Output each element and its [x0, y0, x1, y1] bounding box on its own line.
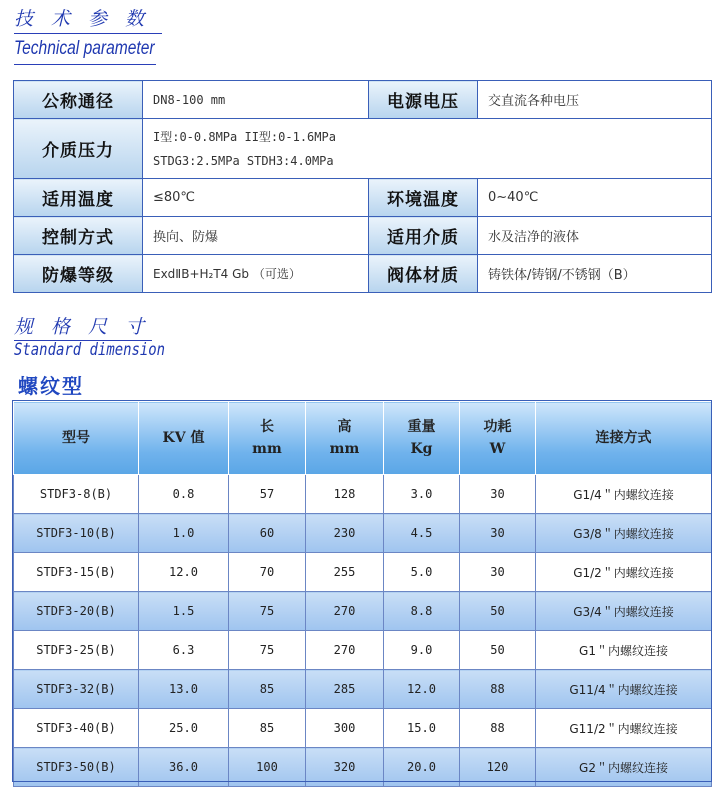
header-label: 型号	[62, 430, 90, 446]
header-label: 重量	[407, 419, 436, 435]
cell-col-length: 75	[229, 631, 306, 670]
cell-col-weight: 12.0	[384, 670, 460, 709]
header-unit: W	[489, 441, 506, 457]
spec-label-body-material: 阀体材质	[369, 255, 478, 293]
header-col-height	[306, 402, 384, 475]
cell-col-model: STDF3-15(B)	[14, 553, 139, 592]
header-col-connection	[536, 402, 712, 475]
cell-col-height: 230	[306, 514, 384, 553]
cell-col-length: 57	[229, 475, 306, 514]
cell-col-height: 285	[306, 670, 384, 709]
tech-title-en: Technical parameter	[14, 38, 155, 59]
model-table-header	[14, 402, 712, 475]
cell-col-model: STDF3-20(B)	[14, 592, 139, 631]
cell-col-power: 50	[460, 592, 536, 631]
spec-label-medium-pressure: 介质压力	[14, 119, 143, 179]
table-row	[14, 475, 712, 514]
cell-col-connection: G1/2＂内螺纹连接	[536, 553, 712, 592]
cell-col-height: 255	[306, 553, 384, 592]
spec-value-control-mode: 换向、防爆	[143, 217, 369, 255]
cell-col-power: 30	[460, 553, 536, 592]
header-col-weight	[384, 402, 460, 475]
header-label: 功耗	[483, 419, 512, 435]
cell-col-power: 30	[460, 475, 536, 514]
table-row	[14, 631, 712, 670]
cell-col-weight: 15.0	[384, 709, 460, 748]
cell-col-kv: 1.0	[139, 514, 229, 553]
cell-col-length: 85	[229, 670, 306, 709]
cell-col-connection: G3/8＂内螺纹连接	[536, 514, 712, 553]
table-row	[14, 514, 712, 553]
spec-value-applicable-medium: 水及洁净的液体	[478, 217, 712, 255]
cell-col-kv: 1.5	[139, 592, 229, 631]
cell-col-length: 70	[229, 553, 306, 592]
spec-row-diameter	[14, 81, 712, 119]
spec-value-applicable-temp: ≤80℃	[143, 179, 369, 217]
spec-label-explosion-grade: 防爆等级	[14, 255, 143, 293]
cell-col-height: 320	[306, 748, 384, 787]
spec-row-pressure	[14, 119, 712, 179]
model-table	[13, 401, 712, 787]
cell-col-kv: 0.8	[139, 475, 229, 514]
table-row	[14, 748, 712, 787]
spec-label-power-voltage: 电源电压	[369, 81, 478, 119]
cell-col-model: STDF3-8(B)	[14, 475, 139, 514]
table-row	[14, 592, 712, 631]
cell-col-power: 120	[460, 748, 536, 787]
cell-col-power: 30	[460, 514, 536, 553]
header-unit: Kg	[410, 441, 433, 457]
spec-row-explosion	[14, 255, 712, 293]
cell-col-height: 128	[306, 475, 384, 514]
header-label: KV 值	[162, 430, 205, 446]
header-col-length	[229, 402, 306, 475]
model-table-body	[14, 475, 712, 787]
spec-pressure-line1: I型:0-0.8MPa II型:0-1.6MPa	[153, 129, 336, 144]
cell-col-length: 75	[229, 592, 306, 631]
table-row	[14, 670, 712, 709]
spec-value-ambient-temp: 0~40℃	[478, 179, 712, 217]
cell-col-connection: G2＂内螺纹连接	[536, 748, 712, 787]
header-unit: mm	[252, 441, 282, 457]
cell-col-weight: 20.0	[384, 748, 460, 787]
cell-col-power: 88	[460, 709, 536, 748]
cell-col-model: STDF3-50(B)	[14, 748, 139, 787]
table-row	[14, 553, 712, 592]
spec-row-temperature	[14, 179, 712, 217]
cell-col-model: STDF3-10(B)	[14, 514, 139, 553]
cell-col-weight: 5.0	[384, 553, 460, 592]
cell-col-weight: 3.0	[384, 475, 460, 514]
cell-col-model: STDF3-25(B)	[14, 631, 139, 670]
cell-col-power: 50	[460, 631, 536, 670]
cell-col-model: STDF3-40(B)	[14, 709, 139, 748]
cell-col-power: 88	[460, 670, 536, 709]
header-unit: mm	[329, 441, 360, 457]
cell-col-height: 270	[306, 592, 384, 631]
tech-title-cn: 技术参数	[14, 8, 163, 30]
cell-col-connection: G1＂内螺纹连接	[536, 631, 712, 670]
cell-col-model: STDF3-32(B)	[14, 670, 139, 709]
cell-col-length: 60	[229, 514, 306, 553]
cell-col-kv: 25.0	[139, 709, 229, 748]
header-col-power	[460, 402, 536, 475]
spec-label-nominal-diameter: 公称通径	[14, 81, 143, 119]
cell-col-kv: 6.3	[139, 631, 229, 670]
cell-col-length: 85	[229, 709, 306, 748]
dim-title-en: Standard dimension	[14, 340, 166, 360]
cell-col-weight: 4.5	[384, 514, 460, 553]
cell-col-kv: 12.0	[139, 553, 229, 592]
spec-pressure-line2: STDG3:2.5MPa STDH3:4.0MPa	[153, 153, 334, 168]
header-col-model	[14, 402, 139, 475]
cell-col-connection: G11/2＂内螺纹连接	[536, 709, 712, 748]
spec-label-applicable-medium: 适用介质	[369, 217, 478, 255]
cell-col-connection: G11/4＂内螺纹连接	[536, 670, 712, 709]
thread-type-title: 螺纹型	[18, 374, 84, 398]
cell-col-kv: 13.0	[139, 670, 229, 709]
cell-col-height: 300	[306, 709, 384, 748]
spec-value-nominal-diameter: DN8-100 mm	[143, 81, 369, 119]
spec-label-ambient-temp: 环境温度	[369, 179, 478, 217]
spec-value-medium-pressure	[143, 119, 712, 179]
spec-table	[13, 80, 712, 293]
cell-col-weight: 9.0	[384, 631, 460, 670]
spec-label-applicable-temp: 适用温度	[14, 179, 143, 217]
spec-value-body-material: 铸铁体/铸钢/不锈钢（B）	[478, 255, 712, 293]
spec-row-control	[14, 217, 712, 255]
table-row	[14, 709, 712, 748]
cell-col-weight: 8.8	[384, 592, 460, 631]
cell-col-kv: 36.0	[139, 748, 229, 787]
cell-col-length: 100	[229, 748, 306, 787]
dim-title-cn: 规格尺寸	[14, 316, 163, 338]
cell-col-connection: G3/4＂内螺纹连接	[536, 592, 712, 631]
tech-title-en-underline	[14, 64, 156, 65]
header-label: 高	[337, 419, 352, 435]
cell-col-height: 270	[306, 631, 384, 670]
header-col-kv	[139, 402, 229, 475]
header-label: 长	[260, 419, 274, 435]
spec-label-control-mode: 控制方式	[14, 217, 143, 255]
header-label: 连接方式	[595, 430, 652, 446]
tech-title-underline	[14, 33, 162, 34]
cell-col-connection: G1/4＂内螺纹连接	[536, 475, 712, 514]
spec-value-power-voltage: 交直流各种电压	[478, 81, 712, 119]
spec-value-explosion-grade: ExdⅡB+H₂T4 Gb （可选）	[143, 255, 369, 293]
